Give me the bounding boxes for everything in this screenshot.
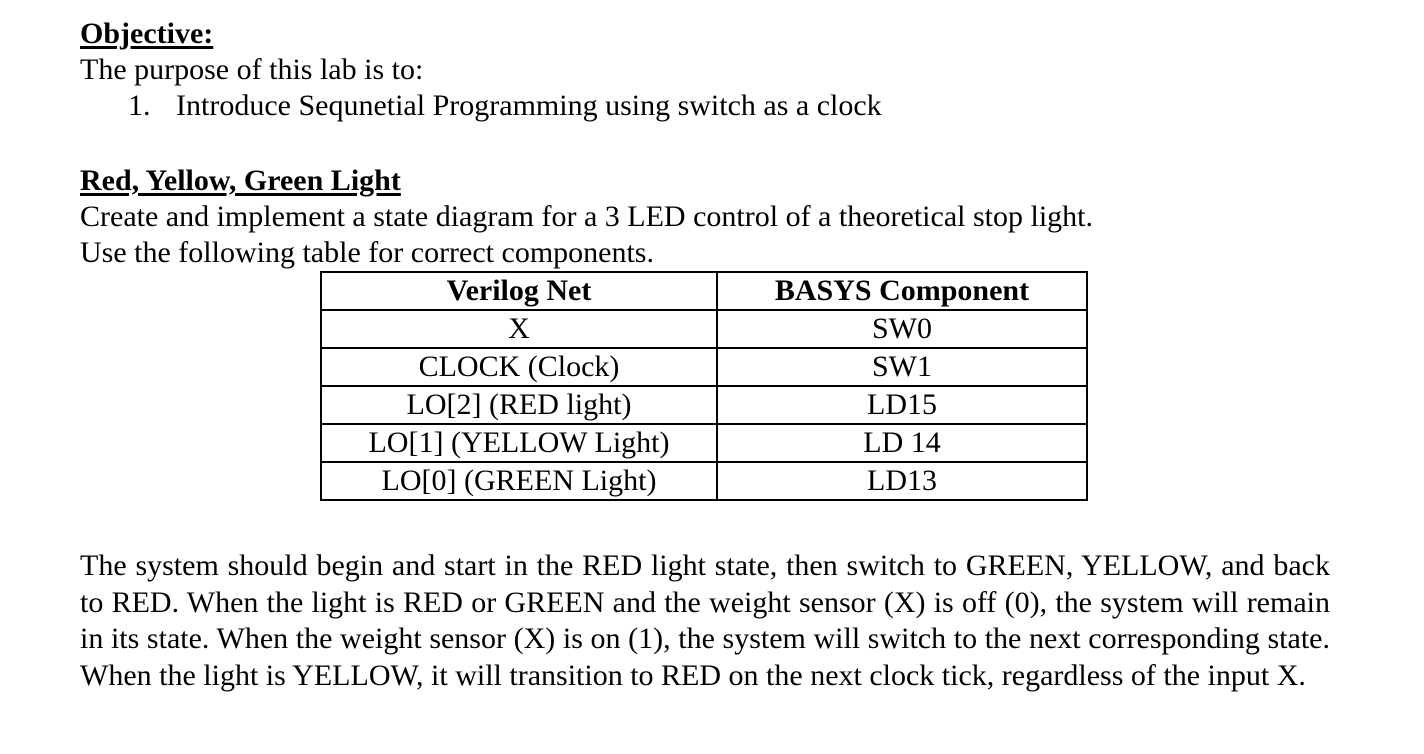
section-heading: Red, Yellow, Green Light bbox=[80, 164, 401, 197]
cell-verilog-net: LO[0] (GREEN Light) bbox=[321, 462, 717, 500]
list-item-number: 1. bbox=[128, 89, 151, 122]
table-row bbox=[321, 386, 1087, 424]
cell-verilog-net: LO[2] (RED light) bbox=[321, 386, 717, 424]
cell-basys-component: SW1 bbox=[717, 348, 1087, 386]
cell-basys-component: LD13 bbox=[717, 462, 1087, 500]
objective-list-item bbox=[128, 88, 882, 124]
list-item-text: Introduce Sequnetial Programming using switch as a clock bbox=[176, 89, 882, 122]
section-instruction-line-2: Use the following table for correct components. bbox=[80, 236, 654, 269]
description-paragraph: The system should begin and start in the RED light state, then switch to GREEN, YELLOW, and back to RED. When the light is RED or GREEN and the weight sensor (X) is off (0), the system will remain in its state. When the weight sensor (X) is on (1), the system will switch to the next corresponding state. When the light is YELLOW, it will transition to RED on the next clock tick, regardless of the input X. bbox=[80, 549, 1330, 692]
table-row bbox=[321, 310, 1087, 348]
cell-verilog-net: X bbox=[321, 310, 717, 348]
table-row bbox=[321, 424, 1087, 462]
objective-heading: Objective: bbox=[80, 17, 214, 50]
cell-basys-component: LD15 bbox=[717, 386, 1087, 424]
cell-verilog-net: CLOCK (Clock) bbox=[321, 348, 717, 386]
cell-basys-component: SW0 bbox=[717, 310, 1087, 348]
table-header-row bbox=[321, 272, 1087, 310]
cell-verilog-net: LO[1] (YELLOW Light) bbox=[321, 424, 717, 462]
table-row bbox=[321, 348, 1087, 386]
component-table bbox=[320, 271, 1088, 501]
table-row bbox=[321, 462, 1087, 500]
objective-intro: The purpose of this lab is to: bbox=[80, 53, 424, 86]
header-verilog-net: Verilog Net bbox=[321, 272, 717, 310]
cell-basys-component: LD 14 bbox=[717, 424, 1087, 462]
section-instruction-line-1: Create and implement a state diagram for a 3 LED control of a theoretical stop light. bbox=[80, 200, 1093, 233]
header-basys-component: BASYS Component bbox=[717, 272, 1087, 310]
